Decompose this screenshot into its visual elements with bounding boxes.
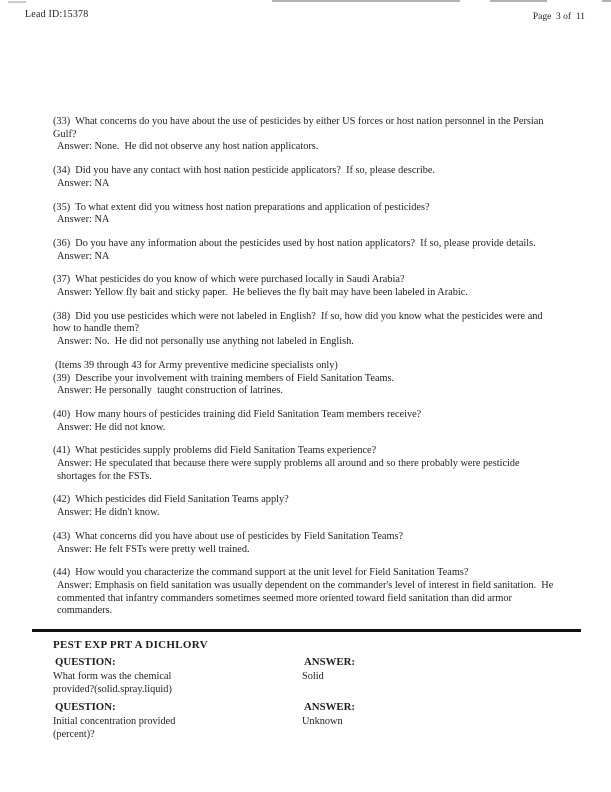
section-answer-col — [302, 701, 556, 741]
items-note: (Items 39 through 43 for Army preventive medicine specialists only) — [55, 359, 338, 371]
answer-text: Answer: He speculated that because there were supply problems all around and so there probably were pesticide shortages for the FSTs. — [57, 458, 523, 482]
answer-text: Solid — [302, 671, 324, 682]
answer-text: Answer: No. He did not personally use anything not labeled in English. — [57, 336, 354, 348]
scan-artifact — [272, 0, 460, 2]
question-text: (38) Did you use pesticides which were not labeled in English? If so, how did you know what the pesticides were and how to handle them? — [53, 310, 546, 335]
qa-block-35 — [53, 202, 556, 227]
section-divider — [32, 629, 581, 632]
qa-block-37 — [53, 274, 556, 299]
question-text: (37) What pesticides do you know of which were purchased locally in Saudi Arabia? — [53, 274, 405, 286]
answer-text: Answer: NA — [57, 250, 110, 262]
qa-block-33 — [53, 116, 556, 154]
question-label: QUESTION: — [55, 701, 116, 714]
lead-id-label: Lead ID:15378 — [25, 9, 89, 20]
section-title: PEST EXP PRT A DICHLORV — [53, 638, 208, 651]
qa-block-40 — [53, 409, 556, 434]
question-label: QUESTION: — [55, 656, 116, 669]
scan-artifact — [602, 0, 611, 2]
qa-block-34 — [53, 165, 556, 190]
question-text: (40) How many hours of pesticides training did Field Sanitation Team members receive? — [53, 408, 422, 420]
answer-text: Answer: He personally taught construction of latrines. — [57, 385, 283, 397]
qa-block-38 — [53, 311, 556, 349]
scan-artifact — [490, 0, 547, 2]
page-number-label: Page 3 of 11 — [532, 12, 585, 22]
question-text: (41) What pesticides supply problems did Field Sanitation Teams experience? — [53, 445, 377, 457]
question-text: Initial concentration provided (percent)? — [53, 716, 178, 740]
question-text: (42) Which pesticides did Field Sanitation Teams apply? — [53, 494, 289, 506]
answer-text: Answer: None. He did not observe any host nation applicators. — [57, 141, 319, 153]
section-row — [53, 701, 556, 741]
answer-text: Answer: NA — [57, 214, 110, 226]
answer-text: Answer: NA — [57, 177, 110, 189]
section-question-col — [53, 701, 302, 741]
section-row — [53, 656, 556, 696]
question-text: (35) To what extent did you witness host nation preparations and application of pesticides? — [53, 201, 430, 213]
answer-text: Answer: He didn't know. — [57, 507, 160, 519]
question-text: (39) Describe your involvement with training members of Field Sanitation Teams. — [53, 372, 395, 384]
question-text: (34) Did you have any contact with host nation pesticide applicators? If so, please describe. — [53, 165, 436, 177]
answer-label: ANSWER: — [304, 701, 355, 714]
qa-block-41 — [53, 445, 556, 483]
question-text: (36) Do you have any information about the pesticides used by host nation applicators? If so, please provide details. — [53, 237, 536, 249]
qa-block-42 — [53, 494, 556, 519]
scan-artifact — [8, 1, 26, 3]
question-text: (44) How would you characterize the command support at the unit level for Field Sanitation Teams? — [53, 567, 469, 579]
answer-text: Answer: Emphasis on field sanitation was usually dependent on the commander's level of interest in field sanitation. He commented that infantry commanders sometimes seemed more oriented toward field sanitation than did armor commanders. — [57, 579, 556, 617]
questionnaire-body — [53, 116, 556, 747]
question-text: (43) What concerns did you have about use of pesticides by Field Sanitation Teams? — [53, 530, 404, 542]
question-text: What form was the chemical provided?(solid.spray.liquid) — [53, 671, 174, 695]
answer-text: Answer: He felt FSTs were pretty well trained. — [57, 543, 250, 555]
answer-label: ANSWER: — [304, 656, 355, 669]
answer-text: Answer: He did not know. — [57, 421, 166, 433]
qa-block-39 — [53, 360, 556, 398]
answer-text: Answer: Yellow fly bait and sticky paper. He believes the fly bait may have been labeled in Arabic. — [57, 287, 468, 299]
answer-text: Unknown — [302, 716, 343, 728]
pest-exp-section — [53, 639, 556, 742]
qa-block-44 — [53, 567, 556, 618]
question-text: (33) What concerns do you have about the use of pesticides by either US forces or host nation personnel in the Persian Gulf? — [53, 116, 547, 140]
qa-block-36 — [53, 238, 556, 263]
section-question-col — [53, 656, 302, 696]
qa-block-43 — [53, 531, 556, 556]
section-answer-col — [302, 656, 556, 696]
